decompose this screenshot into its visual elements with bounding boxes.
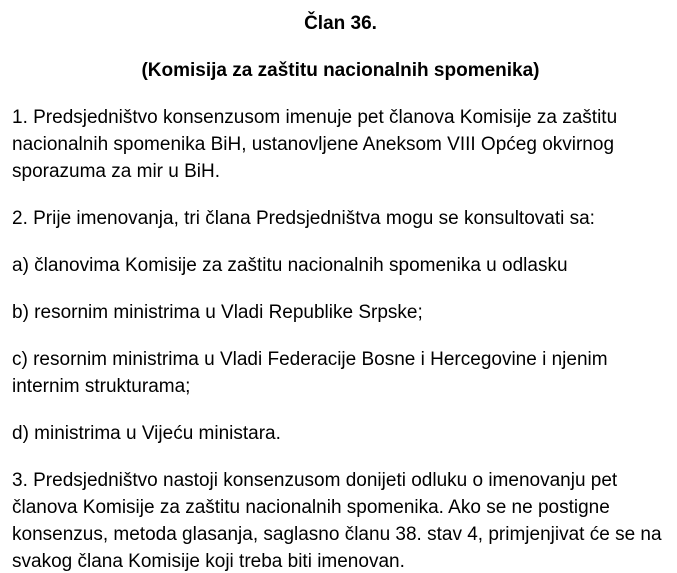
paragraph-3: 3. Predsjedništvo nastoji konsenzusom donijeti odluku o imenovanju pet članova Komisije za zaštitu nacionalnih spomenika. Ako se ne postigne konsenzus, metoda glasanja, saglasno članu 38. stav 4, primjenjivat će se na svakog člana Komisije koji treba biti imenovan. (12, 470, 662, 572)
list-item-d: d) ministrima u Vijeću ministara. (12, 423, 281, 444)
paragraph-1: 1. Predsjedništvo konsenzusom imenuje pet članova Komisije za zaštitu nacionalnih spomenika BiH, ustanovljene Aneksom VIII Općeg okvirnog sporazuma za mir u BiH. (12, 107, 618, 182)
list-item-b: b) resornim ministrima u Vladi Republike Srpske; (12, 302, 423, 323)
article-subtitle: (Komisija za zaštitu nacionalnih spomenika) (141, 60, 540, 81)
list-item-a: a) članovima Komisije za zaštitu nacionalnih spomenika u odlasku (12, 255, 568, 276)
list-item-c: c) resornim ministrima u Vladi Federacije Bosne i Hercegovine i njenim internim strukturama; (12, 349, 608, 397)
article-title: Član 36. (304, 13, 377, 34)
paragraph-2: 2. Prije imenovanja, tri člana Predsjedništva mogu se konsultovati sa: (12, 208, 595, 229)
